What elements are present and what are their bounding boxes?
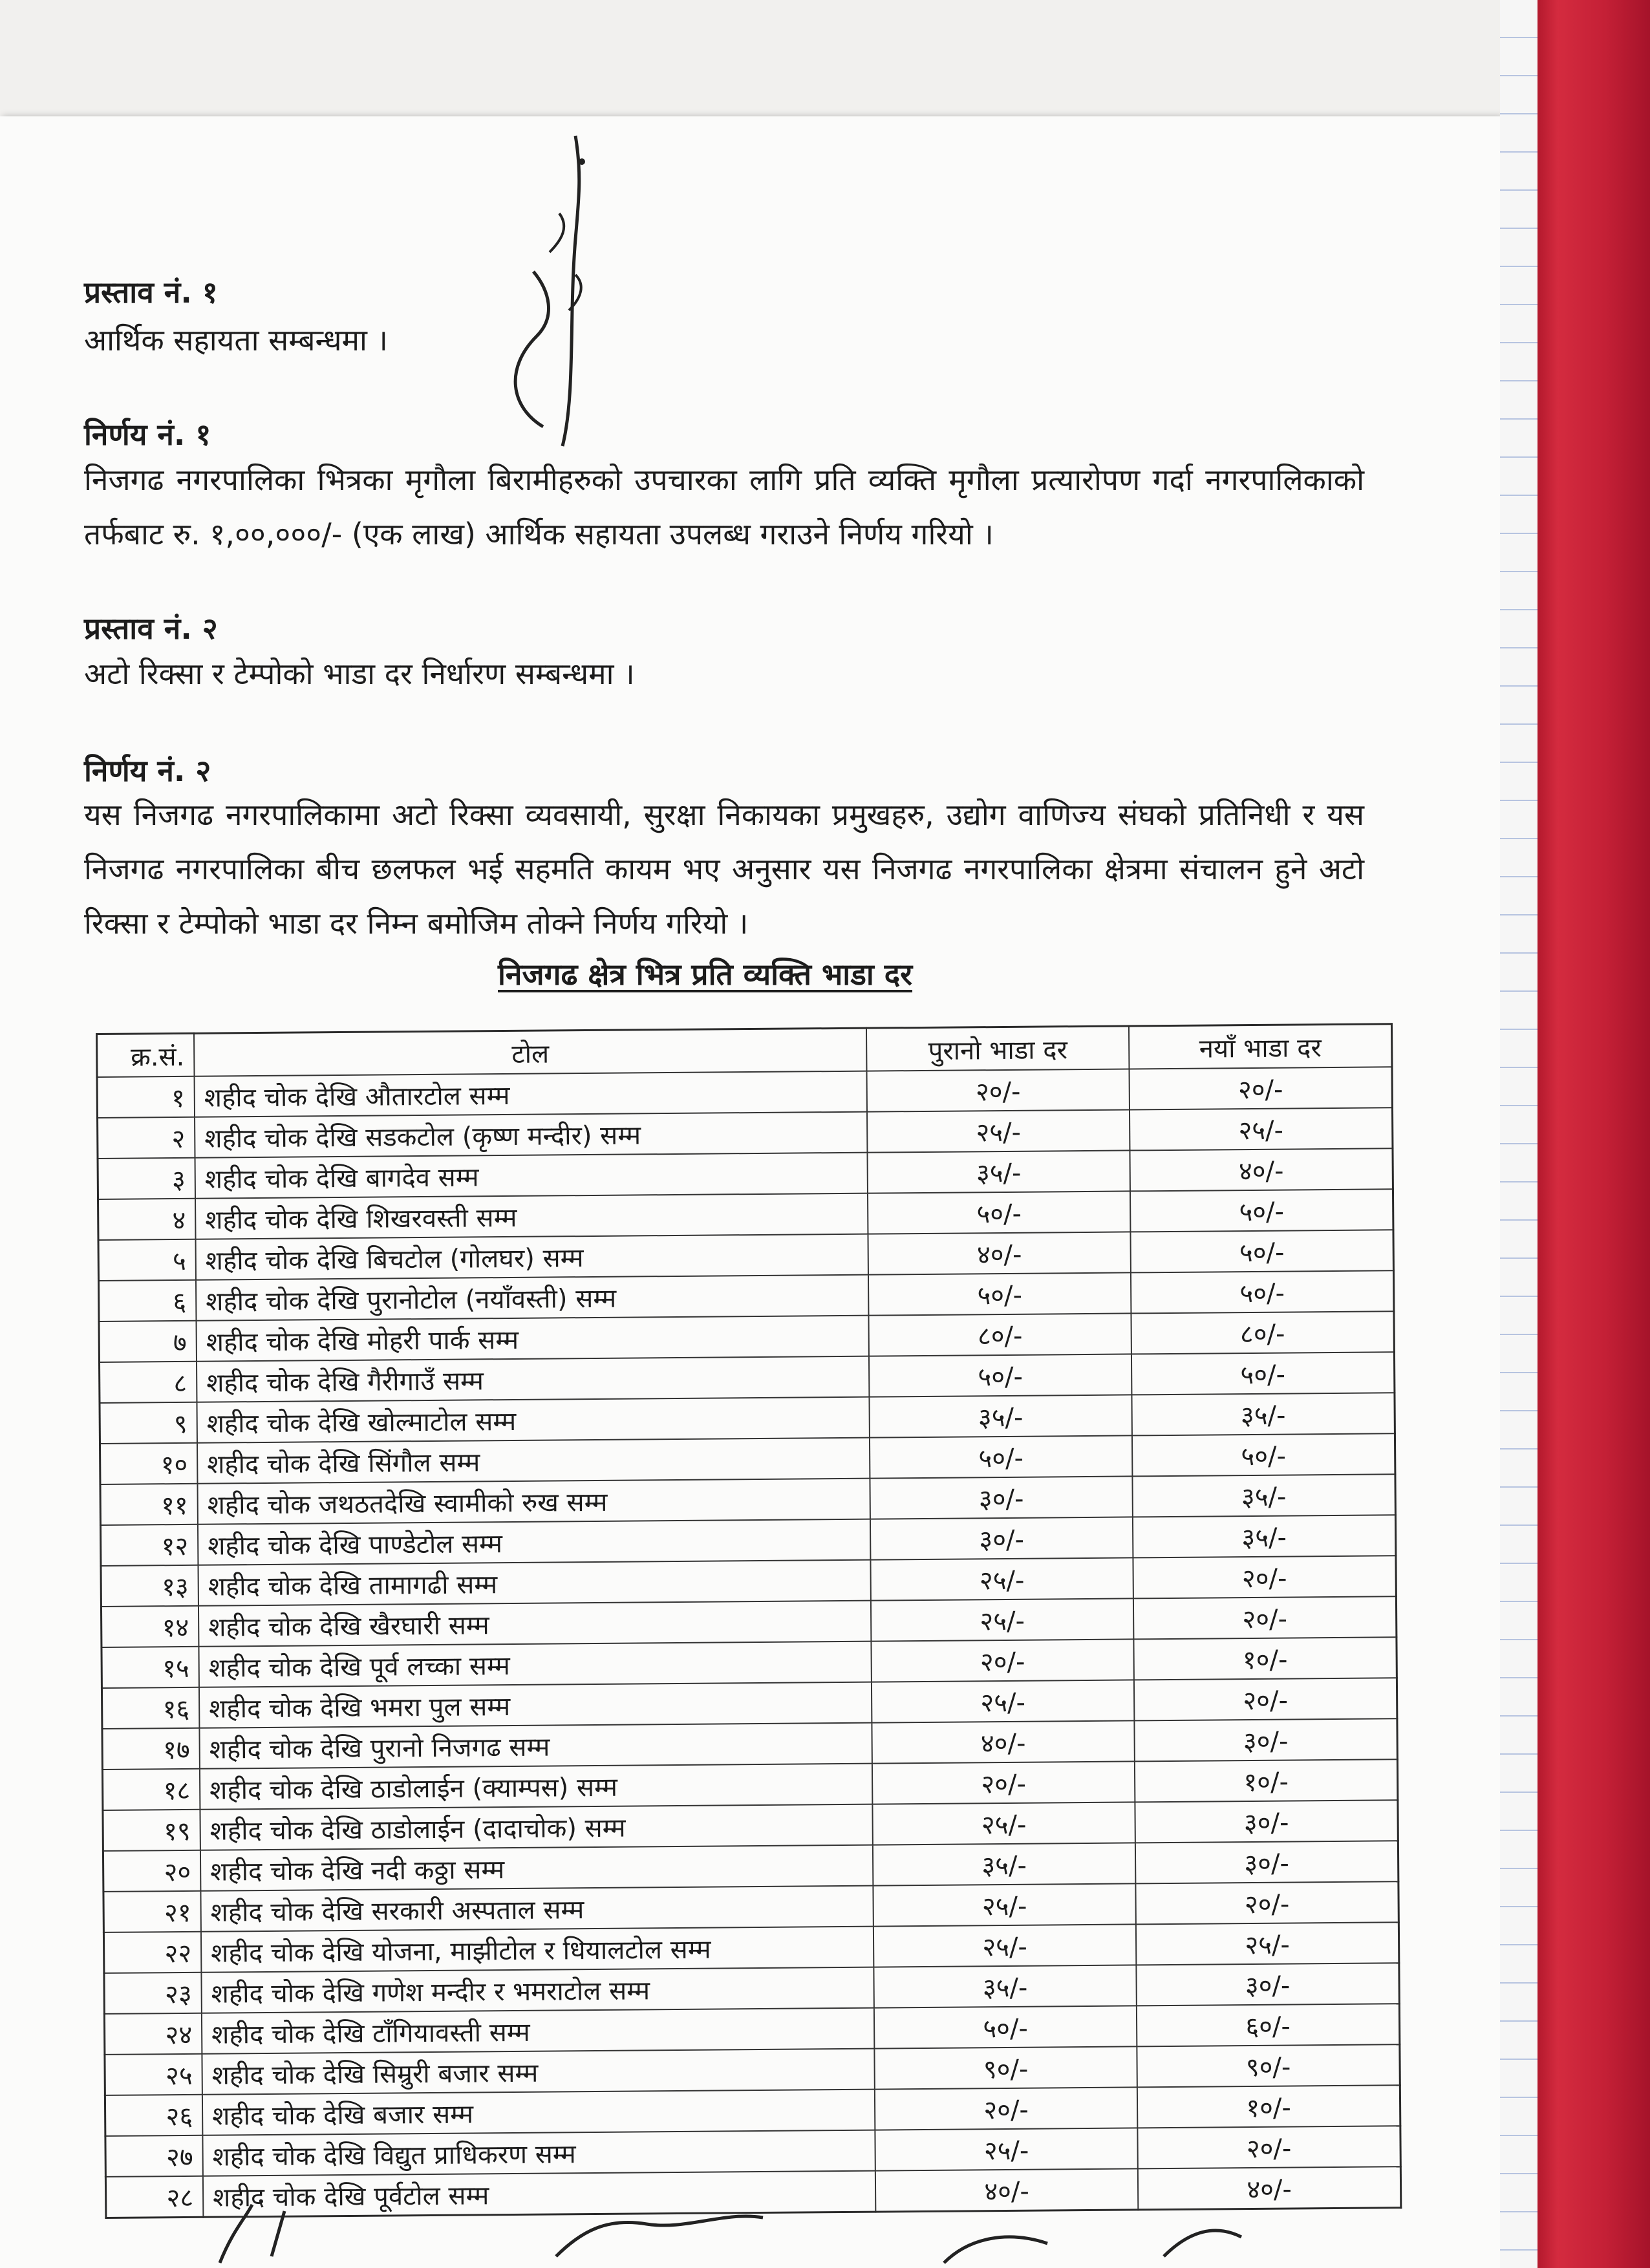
cell-old-fare: २५/-	[873, 1883, 1135, 1926]
cell-place: शहीद चोक देखि खैरघारी सम्म	[198, 1601, 871, 1647]
cell-serial: २	[98, 1117, 195, 1159]
cell-old-fare: २५/-	[872, 1680, 1134, 1722]
cell-new-fare: २०/-	[1134, 1678, 1397, 1720]
cell-serial: १४	[101, 1606, 198, 1647]
cell-place: शहीद चोक देखि बजार सम्म	[202, 2090, 875, 2135]
header-place: टोल	[194, 1028, 866, 1076]
cell-old-fare: ८०/-	[868, 1313, 1131, 1356]
cell-place: शहीद चोक देखि पूर्वटोल सम्म	[203, 2171, 875, 2218]
cell-new-fare: २५/-	[1130, 1107, 1393, 1150]
cell-new-fare: ९०/-	[1137, 2044, 1400, 2087]
cell-new-fare: २०/-	[1133, 1596, 1397, 1639]
cell-serial: २८	[105, 2176, 203, 2218]
cell-old-fare: ५०/-	[869, 1354, 1131, 1396]
cell-old-fare: २५/-	[867, 1109, 1130, 1152]
cell-new-fare: २०/-	[1135, 1881, 1398, 1924]
cell-old-fare: २०/-	[866, 1069, 1129, 1111]
cell-serial: ७	[99, 1321, 197, 1362]
cell-old-fare: २०/-	[875, 2087, 1137, 2130]
cell-new-fare: ६०/-	[1137, 2004, 1400, 2046]
cell-new-fare: ५०/-	[1131, 1270, 1394, 1313]
handwritten-annotation	[498, 123, 601, 485]
cell-old-fare: २५/-	[872, 1802, 1135, 1845]
cell-new-fare: ३५/-	[1132, 1474, 1395, 1517]
handwritten-signatures	[194, 2192, 1422, 2268]
cell-place: शहीद चोक देखि ठाडोलाईन (क्याम्पस) सम्म	[200, 1764, 872, 1810]
cell-old-fare: ९०/-	[874, 2046, 1137, 2089]
cell-place: शहीद चोक देखि पुरानो निजगढ सम्म	[199, 1723, 872, 1769]
cell-old-fare: ३५/-	[873, 1843, 1135, 1885]
cell-serial: ११	[100, 1484, 198, 1525]
decision-2-text: यस निजगढ नगरपालिकामा अटो रिक्सा व्यवसायी, सुरक्षा निकायका प्रमुखहरु, उद्योग वाणिज्य संघको प्रतिनिधी र यस निजगढ नगरपालिका बीच छलफल भई सहमति कायम भए अनुसार यस निजगढ नगरपालिका क्षेत्रमा संचालन हुने अटो रिक्सा र टेम्पोको भाडा दर निम्न बमोजिम तोक्ने निर्णय गरियो ।	[84, 797, 1364, 941]
cell-old-fare: ४०/-	[872, 1720, 1134, 1763]
cell-serial: २६	[105, 2095, 202, 2136]
cell-place: शहीद चोक देखि सरकारी अस्पताल सम्म	[200, 1886, 873, 1932]
cell-new-fare: ८०/-	[1131, 1311, 1394, 1354]
cell-place: शहीद चोक देखि बिचटोल (गोलघर) सम्म	[196, 1234, 868, 1280]
cell-serial: ३	[98, 1158, 195, 1199]
cell-serial: १६	[102, 1687, 199, 1729]
cell-serial: १८	[102, 1769, 200, 1810]
cell-serial: १५	[102, 1647, 199, 1688]
red-binding-edge	[1538, 0, 1650, 2268]
cell-serial: ९	[100, 1402, 197, 1444]
cell-new-fare: ३५/-	[1133, 1515, 1396, 1557]
cell-serial: ८	[99, 1362, 197, 1403]
cell-old-fare: २५/-	[875, 2128, 1137, 2170]
cell-serial: १	[97, 1076, 195, 1118]
header-serial: क्र.सं.	[97, 1033, 195, 1077]
cell-new-fare: ५०/-	[1131, 1352, 1395, 1395]
cell-place: शहीद चोक देखि विद्युत प्राधिकरण सम्म	[202, 2130, 875, 2176]
cell-serial: ५	[98, 1239, 196, 1281]
cell-place: शहीद चोक देखि नदी कठ्ठा सम्म	[200, 1845, 873, 1891]
cell-serial: १७	[102, 1728, 200, 1770]
cell-old-fare: ५०/-	[870, 1435, 1132, 1478]
cell-serial: २३	[104, 1973, 202, 2014]
cell-place: शहीद चोक देखि खोल्माटोल सम्म	[197, 1397, 869, 1443]
cell-place: शहीद चोक देखि गैरीगाउँ सम्म	[197, 1356, 869, 1402]
decision-2-heading: निर्णय नं. २	[84, 753, 211, 788]
cell-old-fare: ४०/-	[875, 2168, 1138, 2212]
table-body	[97, 1067, 1401, 2218]
decision-1-heading: निर्णय नं. १	[84, 417, 211, 452]
cell-new-fare: ३०/-	[1135, 1841, 1398, 1883]
cell-new-fare: २०/-	[1137, 2126, 1400, 2168]
cell-place: शहीद चोक देखि मोहरी पार्क सम्म	[196, 1316, 868, 1362]
page-top-background	[0, 0, 1545, 116]
cell-old-fare: ३५/-	[869, 1395, 1131, 1437]
cell-old-fare: ३०/-	[870, 1517, 1133, 1559]
cell-new-fare: ५०/-	[1130, 1189, 1393, 1232]
cell-serial: २४	[104, 2013, 202, 2055]
cell-place: शहीद चोक देखि सडकटोल (कृष्ण मन्दीर) सम्म	[195, 1112, 867, 1158]
header-new-fare: नयाँ भाडा दर	[1129, 1024, 1392, 1069]
proposal-2-subject: अटो रिक्सा र टेम्पोको भाडा दर निर्धारण सम्बन्धमा ।	[84, 656, 635, 691]
cell-old-fare: २०/-	[871, 1639, 1133, 1682]
cell-new-fare: १०/-	[1137, 2085, 1400, 2128]
proposal-2-heading: प्रस्ताव नं. २	[84, 611, 218, 646]
cell-serial: २५	[105, 2054, 202, 2095]
decision-1-text: निजगढ नगरपालिका भित्रका मृगौला बिरामीहरुको उपचारका लागि प्रति व्यक्ति मृगौला प्रत्यारोपण गर्दा नगरपालिकाको तर्फबाट रु. १,००,०००/- (एक लाख) आर्थिक सहायता उपलब्ध गराउने निर्णय गरियो ।	[84, 462, 1364, 551]
cell-place: शहीद चोक देखि गणेश मन्दीर र भमराटोल सम्म	[201, 1967, 873, 2013]
cell-new-fare: ३०/-	[1134, 1718, 1397, 1761]
cell-place: शहीद चोक देखि बागदेव सम्म	[195, 1153, 868, 1199]
cell-place: शहीद चोक देखि औतारटोल सम्म	[195, 1071, 867, 1117]
cell-place: शहीद चोक देखि टाँगियावस्ती सम्म	[202, 2008, 874, 2054]
cell-old-fare: ३५/-	[867, 1150, 1130, 1193]
cell-new-fare: ३०/-	[1135, 1800, 1398, 1843]
cell-place: शहीद चोक देखि पाण्डेटोल सम्म	[198, 1519, 870, 1565]
cell-new-fare: २०/-	[1129, 1067, 1392, 1109]
cell-place: शहीद चोक देखि भमरा पुल सम्म	[199, 1682, 872, 1728]
cell-old-fare: २५/-	[871, 1598, 1133, 1641]
cell-serial: ४	[98, 1199, 196, 1240]
cell-old-fare: २०/-	[872, 1761, 1135, 1804]
cell-new-fare: ४०/-	[1130, 1148, 1393, 1191]
cell-place: शहीद चोक देखि शिखरवस्ती सम्म	[195, 1193, 868, 1239]
cell-place: शहीद चोक देखि सिम्रुरी बजार सम्म	[202, 2049, 874, 2095]
cell-serial: १९	[103, 1810, 200, 1851]
cell-old-fare: ५०/-	[868, 1191, 1130, 1234]
cell-place: शहीद चोक देखि पुरानोटोल (नयाँवस्ती) सम्म	[196, 1275, 868, 1321]
cell-serial: २०	[103, 1850, 200, 1892]
cell-serial: १०	[100, 1443, 197, 1484]
cell-new-fare: १०/-	[1133, 1637, 1397, 1680]
cell-new-fare: ३५/-	[1131, 1393, 1395, 1435]
cell-old-fare: ३०/-	[870, 1476, 1132, 1519]
proposal-1-subject: आर्थिक सहायता सम्बन्धमा ।	[84, 323, 388, 358]
cell-new-fare: ५०/-	[1130, 1230, 1393, 1272]
cell-serial: २१	[103, 1891, 201, 1932]
cell-serial: १२	[100, 1524, 198, 1566]
header-old-fare: पुरानो भाडा दर	[866, 1026, 1130, 1071]
cell-place: शहीद चोक देखि तामागढी सम्म	[198, 1560, 870, 1606]
cell-old-fare: ५०/-	[874, 2006, 1137, 2048]
cell-old-fare: ३५/-	[873, 1965, 1136, 2007]
cell-place: शहीद चोक जथठतदेखि स्वामीको रुख सम्म	[197, 1479, 870, 1524]
table-title: निजगढ क्षेत्र भित्र प्रति व्यक्ति भाडा दर	[498, 957, 913, 992]
cell-serial: १३	[101, 1565, 198, 1607]
cell-new-fare: १०/-	[1135, 1759, 1398, 1802]
cell-new-fare: ३०/-	[1136, 1963, 1399, 2006]
cell-serial: २२	[103, 1932, 201, 1973]
cell-place: शहीद चोक देखि सिंगौल सम्म	[197, 1438, 870, 1484]
cell-new-fare: ५०/-	[1132, 1433, 1395, 1476]
cell-serial: २७	[105, 2135, 203, 2177]
cell-place: शहीद चोक देखि ठाडोलाईन (दादाचोक) सम्म	[200, 1804, 872, 1850]
cell-old-fare: २५/-	[870, 1557, 1133, 1600]
cell-new-fare: २०/-	[1133, 1556, 1396, 1598]
cell-place: शहीद चोक देखि पूर्व लच्का सम्म	[198, 1642, 871, 1687]
fare-rate-table	[96, 1023, 1402, 2219]
proposal-1-heading: प्रस्ताव नं. १	[84, 275, 218, 310]
cell-old-fare: २५/-	[873, 1924, 1136, 1967]
cell-serial: ६	[99, 1280, 197, 1321]
cell-old-fare: ४०/-	[868, 1232, 1130, 1274]
cell-old-fare: ५०/-	[868, 1272, 1131, 1315]
cell-place: शहीद चोक देखि योजना, माझीटोल र धियालटोल सम्म	[201, 1927, 873, 1973]
cell-new-fare: ४०/-	[1138, 2166, 1401, 2210]
cell-new-fare: २५/-	[1136, 1922, 1399, 1965]
